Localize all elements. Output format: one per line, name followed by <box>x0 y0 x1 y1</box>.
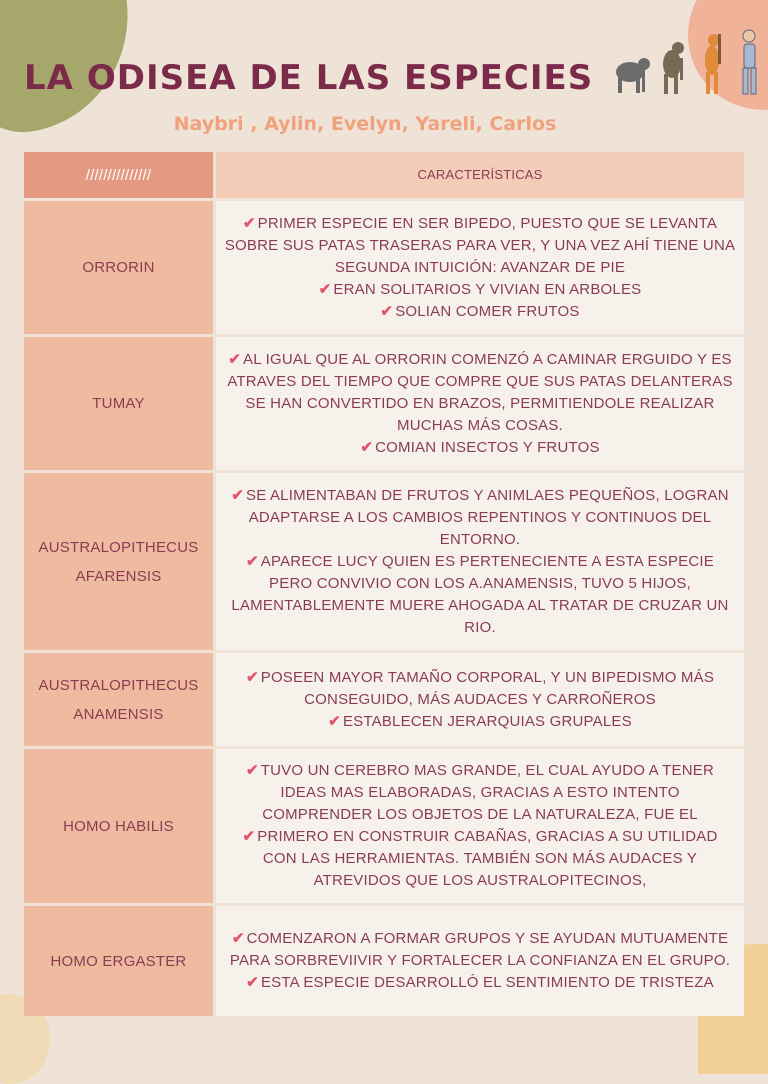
characteristic-item: ✔ POSEEN MAYOR TAMAÑO CORPORAL, Y UN BIPEDISMO MÁS CONSEGUIDO, MÁS AUDACES Y CARROÑEROS <box>245 668 715 708</box>
check-mark-icon: ✔ <box>242 214 256 232</box>
check-mark-icon: ✔ <box>318 280 332 298</box>
characteristic-item: ✔ COMENZARON A FORMAR GRUPOS Y SE AYUDAN MUTUAMENTE PARA SORBREVIIVIR Y FORTALECER LA CONFIANZA EN EL GRUPO. <box>229 930 731 969</box>
check-mark-icon: ✔ <box>360 438 374 456</box>
species-table <box>24 152 744 1016</box>
check-mark-icon: ✔ <box>242 828 256 845</box>
table-row <box>24 201 744 337</box>
characteristic-item: ✔ COMIAN INSECTOS Y FRUTOS <box>360 438 600 456</box>
check-mark-icon: ✔ <box>228 350 242 368</box>
species-characteristics <box>216 337 744 470</box>
table-header-row <box>24 152 744 201</box>
table-row <box>24 473 744 653</box>
check-mark-icon: ✔ <box>246 552 259 570</box>
species-characteristics <box>216 906 744 1016</box>
check-mark-icon: ✔ <box>245 762 259 779</box>
species-name: HOMO ERGASTER <box>24 906 216 1016</box>
authors-line: Naybri , Aylin, Evelyn, Yareli, Carlos <box>173 113 557 135</box>
characteristic-item: ✔ PRIMERO EN CONSTRUIR CABAÑAS, GRACIAS A SU UTILIDAD CON LAS HERRAMIENTAS. TAMBIÉN SON MÁS AUDACES Y ATREVIDOS QUE LOS AUSTRALOPITECINOS, <box>242 828 718 889</box>
characteristic-item: ✔ PRIMER ESPECIE EN SER BIPEDO, PUESTO QUE SE LEVANTA SOBRE SUS PATAS TRASERAS PARA VER, Y UNA VEZ AHÍ TIENE UNA SEGUNDA INTUICIÓN: AVANZAR DE PIE <box>224 214 736 276</box>
species-characteristics <box>216 749 744 903</box>
characteristic-item: ✔ ESTA ESPECIE DESARROLLÓ EL SENTIMIENTO DE TRISTEZA <box>246 974 714 991</box>
characteristic-item: ✔ AL IGUAL QUE AL ORRORIN COMENZÓ A CAMINAR ERGUIDO Y ES ATRAVES DEL TIEMPO QUE COMPRE QUE SUS PATAS DELANTERAS SE HAN CONVERTIDO EN BRAZOS, PERMITIENDOLE REALIZAR MUCHAS MÁS COSAS. <box>227 350 733 434</box>
page-title: LA ODISEA DE LAS ESPECIES <box>24 58 594 98</box>
species-name: HOMO HABILIS <box>24 749 216 903</box>
species-name: AUSTRALOPITHECUS ANAMENSIS <box>24 653 216 746</box>
header-characteristics: CARACTERÍSTICAS <box>216 152 744 198</box>
characteristic-item: ✔ TUVO UN CEREBRO MAS GRANDE, EL CUAL AYUDO A TENER IDEAS MAS ELABORADAS, GRACIAS A ESTO INTENTO COMPRENDER LOS OBJETOS DE LA NATURALEZA, FUE EL <box>245 762 714 823</box>
check-mark-icon: ✔ <box>328 712 341 730</box>
table-row <box>24 337 744 473</box>
species-name: ORRORIN <box>24 201 216 334</box>
characteristic-item: ✔ ESTABLECEN JERARQUIAS GRUPALES <box>328 712 632 730</box>
check-mark-icon: ✔ <box>380 302 394 320</box>
species-name: TUMAY <box>24 337 216 470</box>
check-mark-icon: ✔ <box>231 486 244 504</box>
table-row <box>24 906 744 1016</box>
check-mark-icon: ✔ <box>231 930 245 947</box>
characteristic-item: ✔ APARECE LUCY QUIEN ES PERTENECIENTE A ESTA ESPECIE PERO CONVIVIO CON LOS A.ANAMENSIS, TUVO 5 HIJOS, LAMENTABLEMENTE MUERE AHOGADA AL TRATAR DE CRUZAR UN RIO. <box>231 552 729 636</box>
check-mark-icon: ✔ <box>245 668 259 686</box>
species-characteristics <box>216 473 744 650</box>
header-left-cell: /////////////// <box>24 152 216 198</box>
species-name: AUSTRALOPITHECUS AFARENSIS <box>24 473 216 650</box>
table-row <box>24 653 744 749</box>
characteristic-item: ✔ SE ALIMENTABAN DE FRUTOS Y ANIMLAES PEQUEÑOS, LOGRAN ADAPTARSE A LOS CAMBIOS REPENTINOS Y CONTINUOS DEL ENTORNO. <box>231 486 729 548</box>
species-characteristics <box>216 653 744 746</box>
characteristic-item: ✔ ERAN SOLITARIOS Y VIVIAN EN ARBOLES <box>318 280 642 298</box>
human-evolution-icon <box>608 22 768 98</box>
characteristic-item: ✔ SOLIAN COMER FRUTOS <box>380 302 580 320</box>
table-row <box>24 749 744 906</box>
check-mark-icon: ✔ <box>246 974 259 991</box>
species-characteristics <box>216 201 744 334</box>
